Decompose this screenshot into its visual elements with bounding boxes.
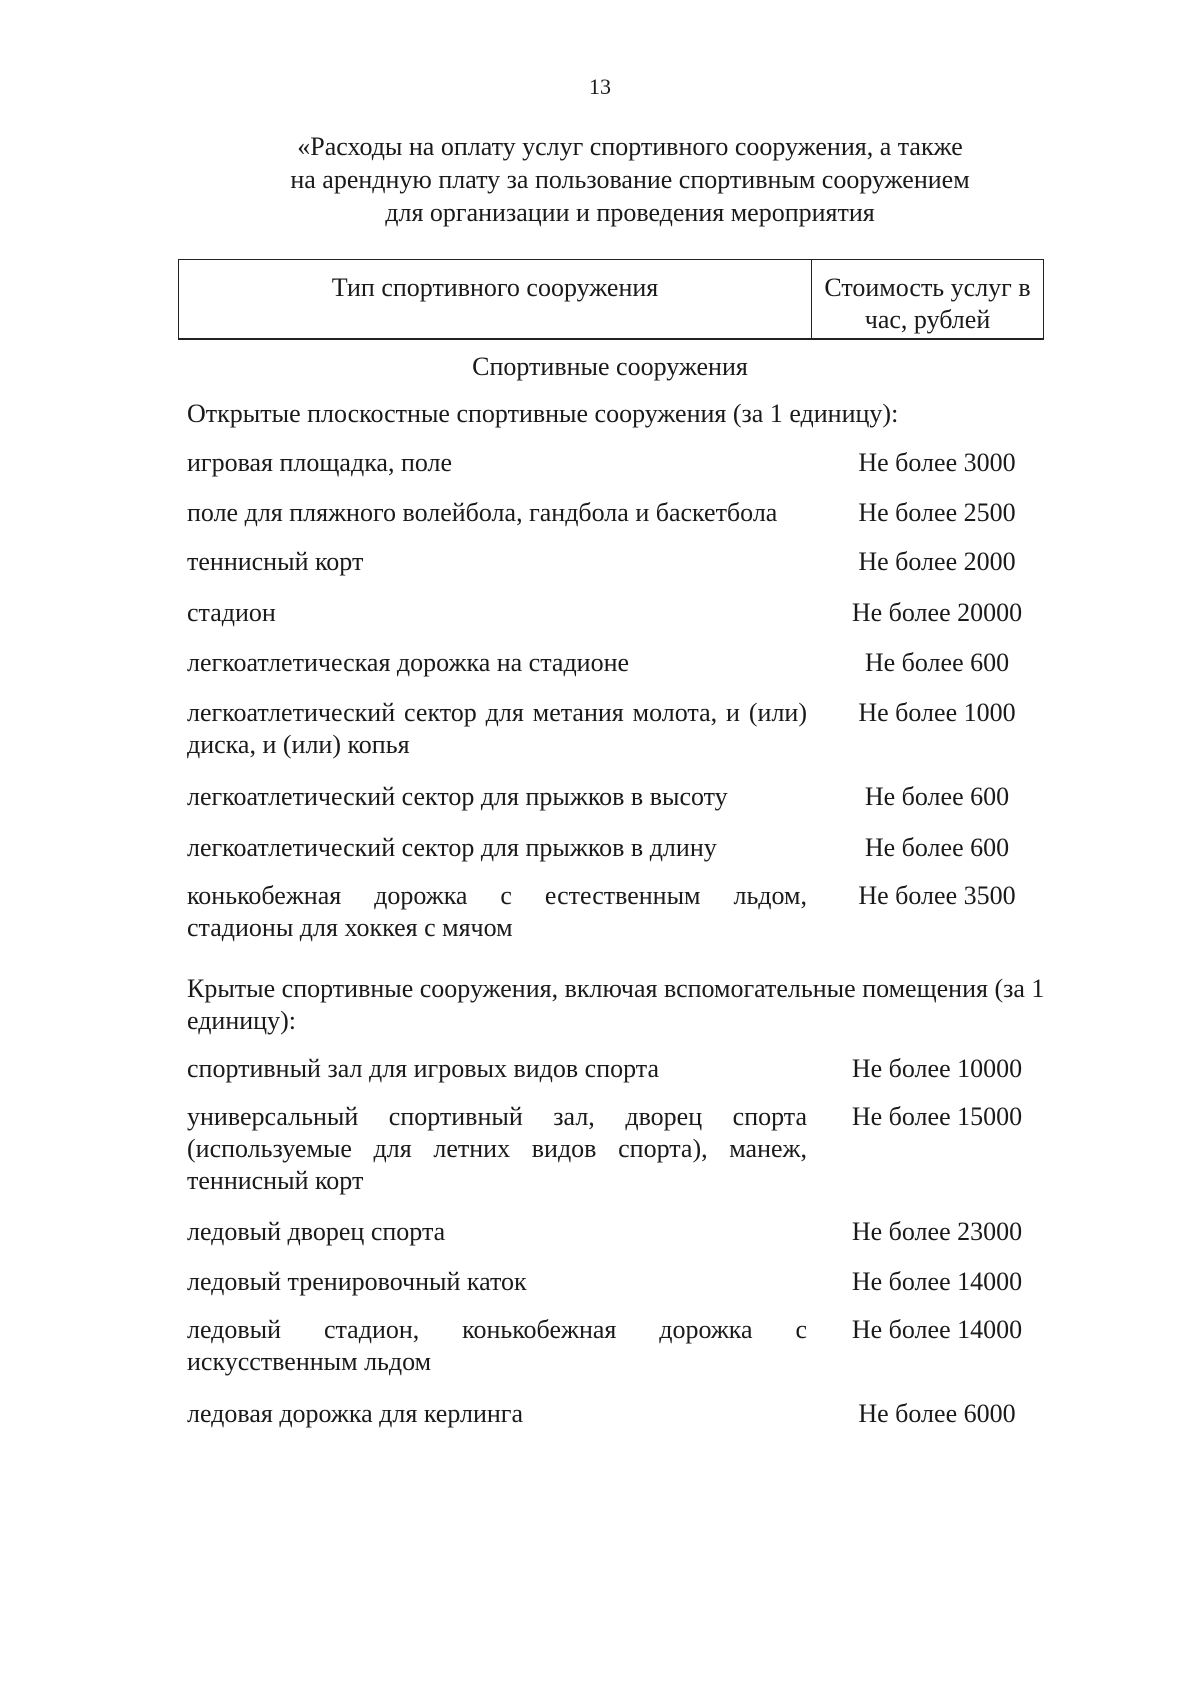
- facility-name: ледовый стадион, конькобежная дорожка с искусственным льдом: [187, 1315, 807, 1376]
- page-number: 13: [589, 74, 611, 99]
- facility-price: Не более 20000: [851, 598, 1023, 627]
- table-row: [187, 880, 1047, 950]
- facility-price: Не более 15000: [851, 1102, 1023, 1131]
- group-heading-indoor: Крытые спортивные сооружения, включая вспомогательные помещения (за 1 единицу):: [187, 974, 1045, 1035]
- document-title: [180, 130, 1080, 229]
- facility-name: легкоатлетический сектор для метания молота, и (или) диска, и (или) копья: [187, 698, 807, 759]
- facility-price: Не более 600: [864, 648, 1010, 677]
- table-row: [187, 1101, 1047, 1201]
- table-row: [187, 1398, 1047, 1438]
- facility-price: Не более 2000: [858, 547, 1016, 576]
- title-line: на арендную плату за пользование спортивным сооружением: [290, 165, 970, 194]
- facility-name: стадион: [187, 598, 276, 627]
- facility-name: легкоатлетический сектор для прыжков в длину: [187, 833, 717, 862]
- facility-name: ледовый тренировочный каток: [187, 1267, 527, 1296]
- facility-name: поле для пляжного волейбола, гандбола и баскетбола: [187, 498, 778, 527]
- facility-name: универсальный спортивный зал, дворец спорта (используемые для летних видов спорта), манеж, теннисный корт: [187, 1102, 807, 1195]
- table-row: [187, 447, 1047, 487]
- facility-name: легкоатлетическая дорожка на стадионе: [187, 648, 630, 677]
- table-row: [187, 597, 1047, 637]
- table-row: [187, 697, 1047, 767]
- facility-price: Не более 6000: [858, 1399, 1016, 1428]
- facility-price: Не более 1000: [858, 698, 1016, 727]
- facility-price: Не более 2500: [858, 498, 1016, 527]
- facility-name: игровая площадка, поле: [187, 448, 453, 477]
- facility-price: Не более 600: [864, 833, 1010, 862]
- facility-name: конькобежная дорожка с естественным льдом, стадионы для хоккея с мячом: [187, 881, 807, 942]
- facility-price: Не более 3000: [858, 448, 1016, 477]
- table-row: [187, 1053, 1047, 1093]
- table-row: [187, 832, 1047, 872]
- table-row: [187, 1216, 1047, 1256]
- facility-name: легкоатлетический сектор для прыжков в высоту: [187, 782, 728, 811]
- facility-price: Не более 14000: [851, 1315, 1023, 1344]
- facility-name: спортивный зал для игровых видов спорта: [187, 1054, 659, 1083]
- facility-price: Не более 23000: [851, 1217, 1023, 1246]
- facility-price: Не более 600: [864, 782, 1010, 811]
- table-row: [187, 647, 1047, 687]
- table-row: [187, 497, 1047, 537]
- table-row: [187, 1266, 1047, 1306]
- title-line: для организации и проведения мероприятия: [385, 198, 875, 227]
- group-heading-outdoor: Открытые плоскостные спортивные сооружения (за 1 единицу):: [187, 399, 899, 428]
- title-line: «Расходы на оплату услуг спортивного сооружения, а также: [297, 132, 963, 161]
- table-row: [187, 546, 1047, 586]
- facility-name: ледовый дворец спорта: [187, 1217, 446, 1246]
- section-heading: Спортивные сооружения: [472, 352, 748, 381]
- table-row: [187, 781, 1047, 821]
- table-row: [187, 1314, 1047, 1384]
- table-header: [178, 259, 1044, 340]
- facility-price: Не более 10000: [851, 1054, 1023, 1083]
- column-header-type: Тип спортивного сооружения: [331, 273, 659, 302]
- facility-price: Не более 3500: [858, 881, 1016, 910]
- column-header-cost: Стоимость услуг в час, рублей: [811, 260, 1043, 338]
- facility-name: теннисный корт: [187, 547, 364, 576]
- facility-price: Не более 14000: [851, 1267, 1023, 1296]
- facility-name: ледовая дорожка для керлинга: [187, 1399, 524, 1428]
